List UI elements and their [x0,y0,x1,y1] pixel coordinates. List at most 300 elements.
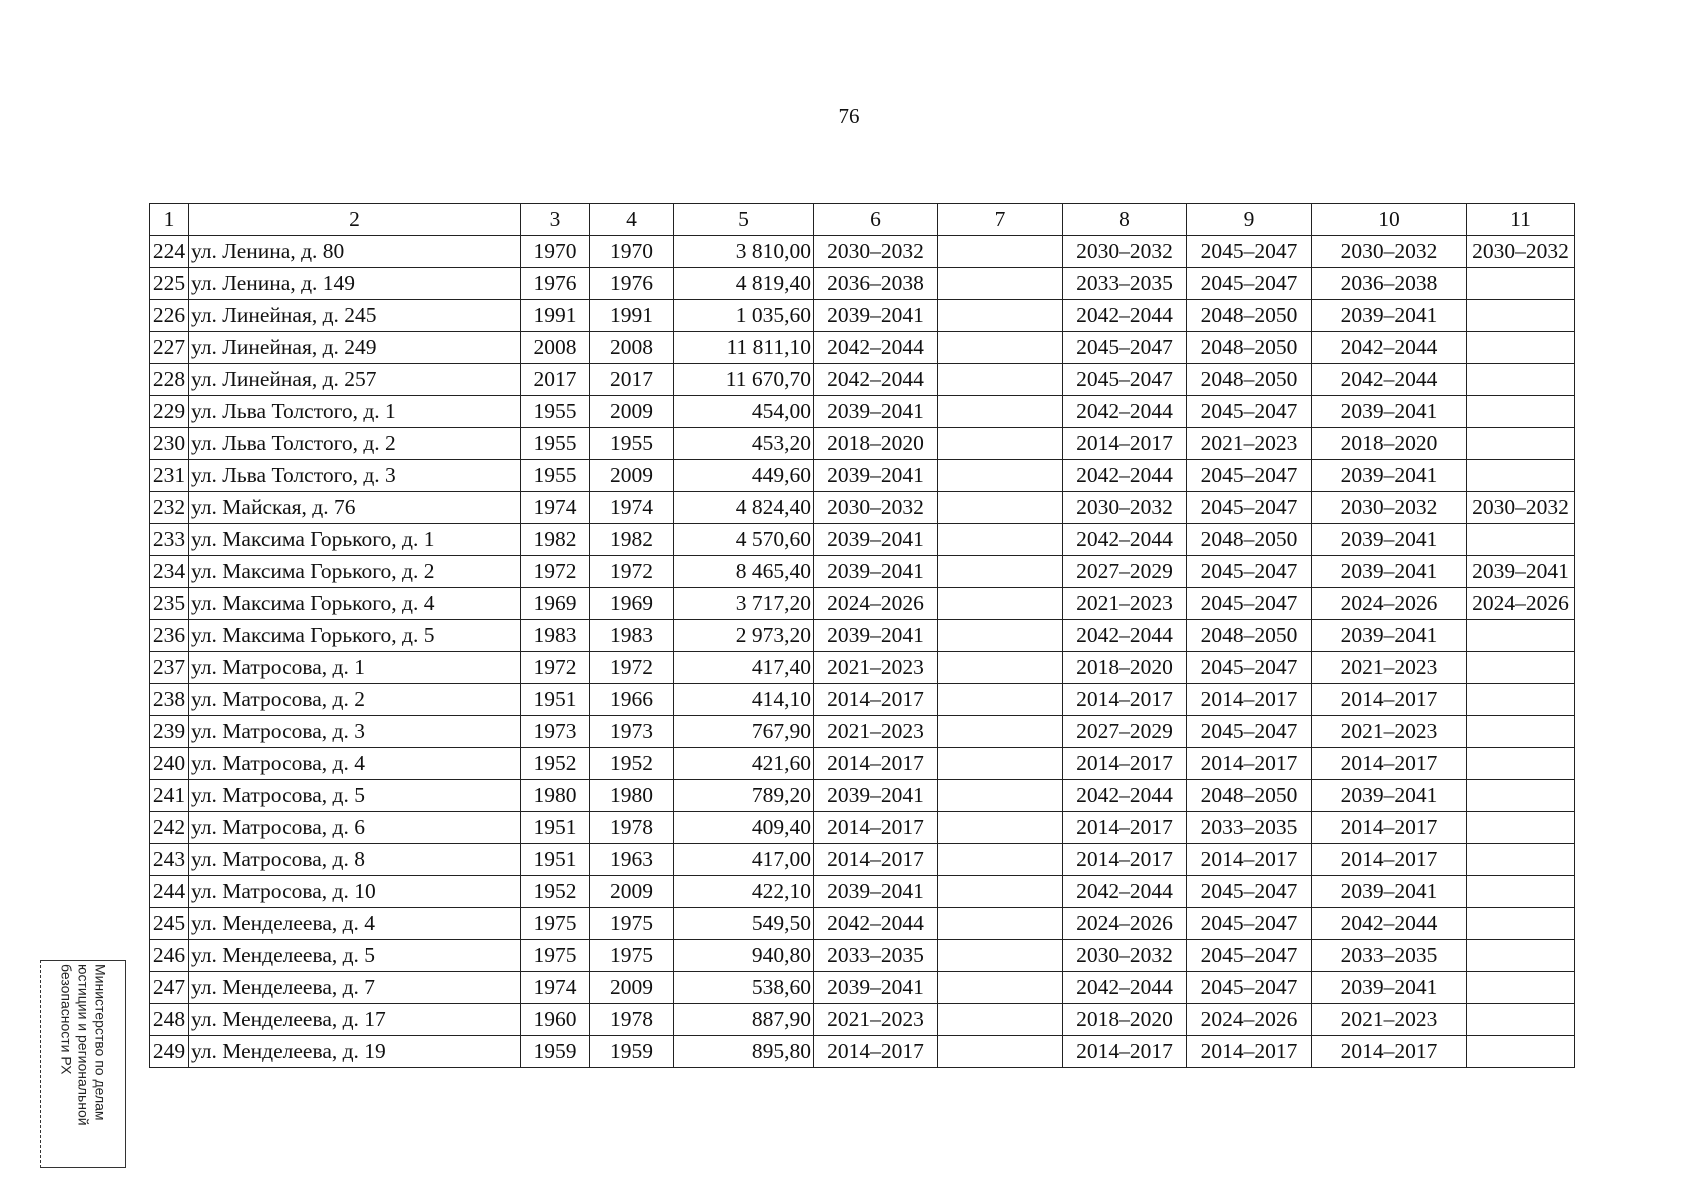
year-cell: 1959 [521,1036,590,1068]
period-cell: 2030–2032 [814,236,938,268]
period-cell: 2014–2017 [1187,684,1312,716]
area-cell: 4 819,40 [674,268,814,300]
table-row [150,236,1575,268]
year-cell: 1969 [521,588,590,620]
period-cell: 2021–2023 [814,716,938,748]
table-row [150,652,1575,684]
year-cell: 1972 [521,556,590,588]
year-cell: 1978 [590,1004,674,1036]
period-cell: 2039–2041 [1467,556,1575,588]
row-number-cell: 238 [150,684,189,716]
period-cell: 2045–2047 [1187,972,1312,1004]
period-cell [1467,524,1575,556]
year-cell: 1952 [590,748,674,780]
year-cell: 1966 [590,684,674,716]
period-cell [1467,748,1575,780]
address-cell: ул. Льва Толстого, д. 1 [189,396,521,428]
period-cell [938,844,1063,876]
period-cell: 2024–2026 [814,588,938,620]
row-number-cell: 241 [150,780,189,812]
table-row [150,364,1575,396]
row-number-cell: 237 [150,652,189,684]
year-cell: 1991 [521,300,590,332]
address-cell: ул. Матросова, д. 3 [189,716,521,748]
stamp-line: Министерство по делам [92,964,109,1121]
period-cell [938,332,1063,364]
period-cell: 2045–2047 [1187,908,1312,940]
period-cell: 2042–2044 [1063,396,1187,428]
period-cell: 2039–2041 [1312,460,1467,492]
period-cell: 2014–2017 [1063,812,1187,844]
year-cell: 1972 [590,556,674,588]
year-cell: 1983 [590,620,674,652]
table-row [150,908,1575,940]
table-body [150,236,1575,1068]
period-cell: 2021–2023 [1312,1004,1467,1036]
address-cell: ул. Менделеева, д. 19 [189,1036,521,1068]
period-cell: 2042–2044 [1312,364,1467,396]
year-cell: 1969 [590,588,674,620]
period-cell: 2024–2026 [1467,588,1575,620]
period-cell: 2024–2026 [1187,1004,1312,1036]
area-cell: 414,10 [674,684,814,716]
period-cell [1467,716,1575,748]
period-cell: 2042–2044 [1063,620,1187,652]
row-number-cell: 247 [150,972,189,1004]
period-cell: 2024–2026 [1312,588,1467,620]
period-cell: 2039–2041 [1312,876,1467,908]
area-cell: 11 670,70 [674,364,814,396]
period-cell [938,908,1063,940]
period-cell: 2039–2041 [814,972,938,1004]
address-cell: ул. Матросова, д. 8 [189,844,521,876]
year-cell: 1955 [521,428,590,460]
table-row [150,1036,1575,1068]
period-cell [938,364,1063,396]
column-header: 4 [590,204,674,236]
table-row [150,972,1575,1004]
period-cell: 2021–2023 [1187,428,1312,460]
address-cell: ул. Льва Толстого, д. 2 [189,428,521,460]
year-cell: 1974 [521,972,590,1004]
column-header: 10 [1312,204,1467,236]
period-cell: 2048–2050 [1187,780,1312,812]
area-cell: 887,90 [674,1004,814,1036]
area-cell: 4 824,40 [674,492,814,524]
period-cell: 2045–2047 [1063,364,1187,396]
header-row [150,204,1575,236]
period-cell: 2014–2017 [1063,748,1187,780]
period-cell: 2018–2020 [814,428,938,460]
address-cell: ул. Линейная, д. 249 [189,332,521,364]
year-cell: 2008 [590,332,674,364]
period-cell: 2042–2044 [1063,300,1187,332]
period-cell: 2014–2017 [1312,1036,1467,1068]
column-header: 1 [150,204,189,236]
address-cell: ул. Линейная, д. 245 [189,300,521,332]
period-cell: 2014–2017 [1063,684,1187,716]
period-cell [1467,396,1575,428]
period-cell [938,492,1063,524]
table-row [150,716,1575,748]
year-cell: 2009 [590,396,674,428]
row-number-cell: 227 [150,332,189,364]
period-cell: 2048–2050 [1187,332,1312,364]
period-cell: 2014–2017 [1063,1036,1187,1068]
area-cell: 449,60 [674,460,814,492]
stamp-text [58,964,109,1164]
period-cell: 2042–2044 [1063,460,1187,492]
area-cell: 3 717,20 [674,588,814,620]
year-cell: 1975 [521,908,590,940]
table-row [150,588,1575,620]
period-cell: 2045–2047 [1063,332,1187,364]
address-cell: ул. Менделеева, д. 17 [189,1004,521,1036]
row-number-cell: 232 [150,492,189,524]
area-cell: 422,10 [674,876,814,908]
year-cell: 1978 [590,812,674,844]
area-cell: 767,90 [674,716,814,748]
year-cell: 1983 [521,620,590,652]
period-cell: 2042–2044 [814,332,938,364]
year-cell: 1960 [521,1004,590,1036]
year-cell: 1991 [590,300,674,332]
period-cell [1467,268,1575,300]
period-cell: 2045–2047 [1187,460,1312,492]
address-cell: ул. Льва Толстого, д. 3 [189,460,521,492]
period-cell: 2045–2047 [1187,236,1312,268]
table-row [150,300,1575,332]
period-cell: 2045–2047 [1187,268,1312,300]
year-cell: 1970 [590,236,674,268]
period-cell [1467,972,1575,1004]
row-number-cell: 243 [150,844,189,876]
period-cell: 2036–2038 [1312,268,1467,300]
period-cell: 2042–2044 [814,908,938,940]
period-cell: 2045–2047 [1187,876,1312,908]
address-cell: ул. Менделеева, д. 5 [189,940,521,972]
period-cell: 2039–2041 [814,300,938,332]
area-cell: 8 465,40 [674,556,814,588]
period-cell: 2045–2047 [1187,396,1312,428]
row-number-cell: 236 [150,620,189,652]
year-cell: 1959 [590,1036,674,1068]
year-cell: 1955 [521,396,590,428]
period-cell [938,524,1063,556]
period-cell: 2014–2017 [1063,428,1187,460]
table-row [150,780,1575,812]
period-cell: 2039–2041 [1312,524,1467,556]
period-cell: 2014–2017 [1312,748,1467,780]
column-header: 11 [1467,204,1575,236]
area-cell: 453,20 [674,428,814,460]
period-cell: 2014–2017 [1187,1036,1312,1068]
period-cell: 2033–2035 [1187,812,1312,844]
period-cell [938,940,1063,972]
year-cell: 1974 [521,492,590,524]
column-header: 7 [938,204,1063,236]
address-cell: ул. Матросова, д. 4 [189,748,521,780]
period-cell: 2048–2050 [1187,364,1312,396]
period-cell: 2048–2050 [1187,300,1312,332]
table-row [150,844,1575,876]
year-cell: 1980 [590,780,674,812]
table-row [150,748,1575,780]
address-cell: ул. Матросова, д. 5 [189,780,521,812]
period-cell [938,620,1063,652]
row-number-cell: 246 [150,940,189,972]
period-cell: 2033–2035 [1063,268,1187,300]
table-row [150,524,1575,556]
row-number-cell: 242 [150,812,189,844]
year-cell: 1982 [521,524,590,556]
row-number-cell: 249 [150,1036,189,1068]
period-cell: 2030–2032 [1063,236,1187,268]
area-cell: 3 810,00 [674,236,814,268]
period-cell: 2027–2029 [1063,716,1187,748]
period-cell [1467,940,1575,972]
address-cell: ул. Максима Горького, д. 4 [189,588,521,620]
period-cell: 2039–2041 [1312,780,1467,812]
period-cell [938,972,1063,1004]
year-cell: 2017 [590,364,674,396]
row-number-cell: 225 [150,268,189,300]
area-cell: 421,60 [674,748,814,780]
period-cell: 2030–2032 [1467,236,1575,268]
row-number-cell: 233 [150,524,189,556]
period-cell: 2014–2017 [814,812,938,844]
period-cell: 2014–2017 [1187,844,1312,876]
period-cell [1467,300,1575,332]
period-cell [938,556,1063,588]
period-cell: 2039–2041 [814,780,938,812]
period-cell: 2014–2017 [1312,684,1467,716]
period-cell: 2039–2041 [814,396,938,428]
period-cell: 2018–2020 [1063,1004,1187,1036]
period-cell: 2014–2017 [1187,748,1312,780]
period-cell [938,748,1063,780]
address-cell: ул. Менделеева, д. 7 [189,972,521,1004]
address-cell: ул. Максима Горького, д. 5 [189,620,521,652]
year-cell: 1963 [590,844,674,876]
period-cell: 2045–2047 [1187,652,1312,684]
year-cell: 1951 [521,684,590,716]
area-cell: 4 570,60 [674,524,814,556]
year-cell: 2008 [521,332,590,364]
period-cell [938,428,1063,460]
period-cell: 2039–2041 [814,524,938,556]
period-cell [938,268,1063,300]
table-row [150,1004,1575,1036]
row-number-cell: 245 [150,908,189,940]
ministry-stamp [40,960,126,1168]
period-cell [1467,620,1575,652]
period-cell: 2024–2026 [1063,908,1187,940]
year-cell: 1951 [521,844,590,876]
period-cell: 2014–2017 [1312,844,1467,876]
row-number-cell: 228 [150,364,189,396]
period-cell: 2030–2032 [1312,236,1467,268]
period-cell: 2042–2044 [1312,908,1467,940]
year-cell: 1974 [590,492,674,524]
period-cell: 2030–2032 [1063,940,1187,972]
year-cell: 2009 [590,972,674,1004]
area-cell: 454,00 [674,396,814,428]
period-cell: 2048–2050 [1187,620,1312,652]
period-cell [1467,460,1575,492]
period-cell: 2042–2044 [1063,876,1187,908]
area-cell: 538,60 [674,972,814,1004]
period-cell: 2018–2020 [1312,428,1467,460]
period-cell: 2030–2032 [1312,492,1467,524]
year-cell: 1976 [590,268,674,300]
table-row [150,556,1575,588]
period-cell: 2039–2041 [1312,972,1467,1004]
year-cell: 1955 [521,460,590,492]
period-cell [1467,652,1575,684]
housing-registry-table [149,203,1575,1068]
period-cell: 2039–2041 [814,876,938,908]
period-cell [938,812,1063,844]
year-cell: 1970 [521,236,590,268]
period-cell: 2030–2032 [1063,492,1187,524]
period-cell [1467,812,1575,844]
address-cell: ул. Максима Горького, д. 1 [189,524,521,556]
page-number: 76 [838,104,860,128]
year-cell: 1952 [521,876,590,908]
row-number-cell: 230 [150,428,189,460]
period-cell: 2014–2017 [814,684,938,716]
period-cell [938,684,1063,716]
table-row [150,460,1575,492]
period-cell [938,460,1063,492]
row-number-cell: 235 [150,588,189,620]
stamp-line: безопасности РХ [58,964,75,1075]
column-header: 2 [189,204,521,236]
address-cell: ул. Максима Горького, д. 2 [189,556,521,588]
table-row [150,396,1575,428]
period-cell [1467,1036,1575,1068]
year-cell: 2009 [590,876,674,908]
column-header: 6 [814,204,938,236]
year-cell: 1975 [521,940,590,972]
address-cell: ул. Матросова, д. 2 [189,684,521,716]
table-row [150,812,1575,844]
period-cell: 2039–2041 [1312,620,1467,652]
table-row [150,268,1575,300]
period-cell: 2033–2035 [814,940,938,972]
period-cell: 2042–2044 [814,364,938,396]
period-cell [938,1004,1063,1036]
period-cell: 2045–2047 [1187,492,1312,524]
period-cell [1467,684,1575,716]
period-cell: 2045–2047 [1187,556,1312,588]
period-cell [1467,780,1575,812]
column-header: 3 [521,204,590,236]
period-cell: 2021–2023 [814,652,938,684]
address-cell: ул. Матросова, д. 1 [189,652,521,684]
year-cell: 2017 [521,364,590,396]
period-cell [1467,908,1575,940]
period-cell: 2014–2017 [814,844,938,876]
year-cell: 1973 [590,716,674,748]
table-row [150,684,1575,716]
year-cell: 1972 [590,652,674,684]
address-cell: ул. Ленина, д. 80 [189,236,521,268]
period-cell: 2039–2041 [1312,556,1467,588]
period-cell [938,1036,1063,1068]
period-cell [938,396,1063,428]
year-cell: 1975 [590,940,674,972]
period-cell: 2027–2029 [1063,556,1187,588]
row-number-cell: 231 [150,460,189,492]
period-cell [1467,332,1575,364]
row-number-cell: 234 [150,556,189,588]
period-cell: 2033–2035 [1312,940,1467,972]
period-cell [1467,428,1575,460]
period-cell: 2045–2047 [1187,940,1312,972]
area-cell: 940,80 [674,940,814,972]
period-cell: 2042–2044 [1063,972,1187,1004]
row-number-cell: 240 [150,748,189,780]
period-cell: 2014–2017 [814,748,938,780]
period-cell [938,780,1063,812]
table-row [150,940,1575,972]
address-cell: ул. Матросова, д. 10 [189,876,521,908]
column-header: 8 [1063,204,1187,236]
period-cell: 2014–2017 [814,1036,938,1068]
period-cell: 2030–2032 [1467,492,1575,524]
year-cell: 1976 [521,268,590,300]
year-cell: 1955 [590,428,674,460]
period-cell: 2039–2041 [814,620,938,652]
period-cell: 2036–2038 [814,268,938,300]
row-number-cell: 244 [150,876,189,908]
period-cell [938,652,1063,684]
period-cell [1467,364,1575,396]
row-number-cell: 248 [150,1004,189,1036]
period-cell [938,876,1063,908]
table-row [150,332,1575,364]
address-cell: ул. Линейная, д. 257 [189,364,521,396]
period-cell [938,236,1063,268]
period-cell: 2021–2023 [1063,588,1187,620]
area-cell: 549,50 [674,908,814,940]
area-cell: 417,00 [674,844,814,876]
area-cell: 1 035,60 [674,300,814,332]
period-cell: 2042–2044 [1312,332,1467,364]
year-cell: 1972 [521,652,590,684]
area-cell: 895,80 [674,1036,814,1068]
period-cell: 2042–2044 [1063,780,1187,812]
address-cell: ул. Ленина, д. 149 [189,268,521,300]
address-cell: ул. Матросова, д. 6 [189,812,521,844]
row-number-cell: 226 [150,300,189,332]
period-cell [938,716,1063,748]
row-number-cell: 224 [150,236,189,268]
period-cell: 2021–2023 [814,1004,938,1036]
period-cell: 2045–2047 [1187,588,1312,620]
address-cell: ул. Менделеева, д. 4 [189,908,521,940]
year-cell: 1973 [521,716,590,748]
address-cell: ул. Майская, д. 76 [189,492,521,524]
period-cell: 2039–2041 [1312,300,1467,332]
table-row [150,492,1575,524]
period-cell: 2039–2041 [814,556,938,588]
period-cell [1467,876,1575,908]
period-cell [1467,844,1575,876]
column-header: 5 [674,204,814,236]
